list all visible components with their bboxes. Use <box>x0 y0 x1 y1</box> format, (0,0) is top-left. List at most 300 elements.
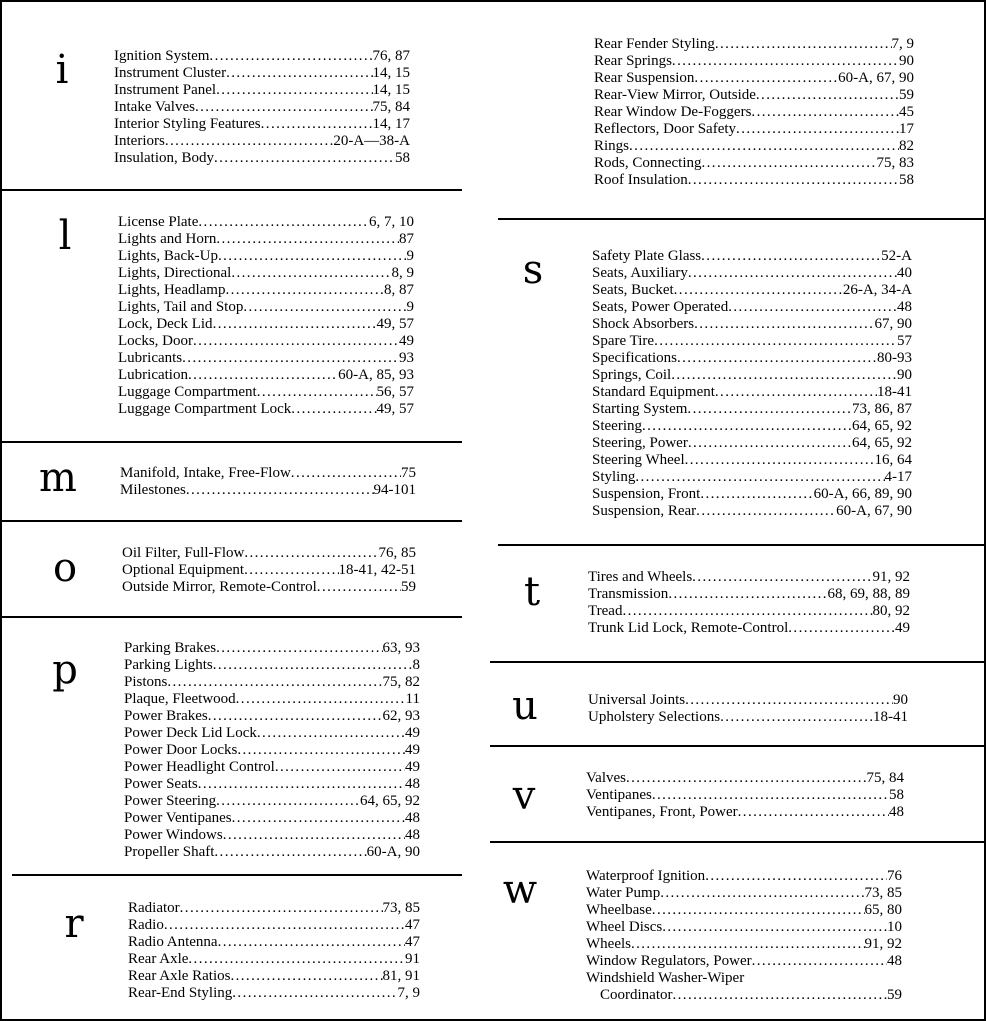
dot-leader <box>652 787 889 804</box>
entry-pages: 80, 92 <box>872 603 910 619</box>
entry-pages: 80-93 <box>877 350 912 366</box>
entry-name: Radiator <box>128 900 180 916</box>
entry-pages: 8, 87 <box>384 282 414 298</box>
index-entry <box>118 333 414 350</box>
index-entry <box>124 793 420 810</box>
section-divider <box>12 874 462 876</box>
index-entry <box>592 350 912 367</box>
dot-leader <box>317 579 401 596</box>
entry-pages: 52-A <box>881 248 912 264</box>
index-entry <box>128 900 420 917</box>
entry-name: Roof Insulation <box>594 172 688 188</box>
entry-pages: 75 <box>401 465 416 481</box>
index-entry <box>124 759 420 776</box>
dot-leader <box>193 333 399 350</box>
entry-pages: 62, 93 <box>382 708 420 724</box>
entry-pages: 81, 91 <box>382 968 420 984</box>
entry-pages: 59 <box>401 579 416 595</box>
index-entry <box>128 917 420 934</box>
entry-pages: 91, 92 <box>864 936 902 952</box>
section-divider <box>490 841 986 843</box>
dot-leader <box>244 545 378 562</box>
index-entry <box>594 104 914 121</box>
index-entry <box>118 265 414 282</box>
dot-leader <box>752 953 887 970</box>
dot-leader <box>687 401 852 418</box>
entry-pages: 16, 64 <box>874 452 912 468</box>
dot-leader <box>232 810 405 827</box>
index-entry <box>124 725 420 742</box>
index-entry <box>124 810 420 827</box>
entry-name: Rods, Connecting <box>594 155 702 171</box>
entry-pages: 60-A, 67, 90 <box>836 503 912 519</box>
index-entry <box>124 691 420 708</box>
index-entry <box>118 299 414 316</box>
entry-name: Instrument Cluster <box>114 65 227 81</box>
index-entry <box>114 150 410 167</box>
entry-name: Rear Window De-Foggers <box>594 104 752 120</box>
index-entry <box>118 401 414 418</box>
entry-pages: 49 <box>895 620 910 636</box>
index-entry <box>594 172 914 189</box>
entry-name: Ignition System <box>114 48 210 64</box>
dot-leader <box>677 350 877 367</box>
entry-name: Luggage Compartment Lock <box>118 401 292 417</box>
entry-name: Parking Lights <box>124 657 213 673</box>
entry-name: Power Seats <box>124 776 198 792</box>
dot-leader <box>186 482 374 499</box>
entry-pages: 60-A, 66, 89, 90 <box>813 486 912 502</box>
entry-pages: 63, 93 <box>382 640 420 656</box>
entry-pages: 75, 83 <box>876 155 914 171</box>
entry-name: Radio Antenna <box>128 934 218 950</box>
index-entry <box>124 640 420 657</box>
entry-pages: 49 <box>405 725 420 741</box>
index-entry <box>588 586 910 603</box>
entry-name: Power Steering <box>124 793 217 809</box>
entry-name: Rings <box>594 138 630 154</box>
entry-pages: 60-A, 85, 93 <box>338 367 414 383</box>
dot-leader <box>214 150 395 167</box>
entry-name: Suspension, Rear <box>592 503 697 519</box>
dot-leader <box>756 87 899 104</box>
entry-pages: 90 <box>893 692 908 708</box>
index-entry <box>588 709 908 726</box>
entry-pages: 76, 87 <box>372 48 410 64</box>
index-entry <box>592 435 912 452</box>
entry-name: Rear Springs <box>594 53 672 69</box>
entry-name: Power Headlight Control <box>124 759 275 775</box>
entry-pages: 40 <box>897 265 912 281</box>
entry-name: Radio <box>128 917 164 933</box>
section-divider <box>2 520 462 522</box>
dot-leader <box>164 917 405 934</box>
entry-pages: 91 <box>405 951 420 967</box>
entries-l <box>118 214 414 418</box>
entry-name: Tires and Wheels <box>588 569 693 585</box>
entry-name: Rear-View Mirror, Outside <box>594 87 756 103</box>
entry-name: Instrument Panel <box>114 82 217 98</box>
index-entry <box>588 692 908 709</box>
dot-leader <box>182 350 399 367</box>
section-letter-v: v <box>512 773 536 819</box>
entry-name: Windshield Washer-Wiper <box>586 970 745 986</box>
entry-pages: 49 <box>405 759 420 775</box>
entry-pages: 14, 17 <box>372 116 410 132</box>
entry-pages: 75, 84 <box>372 99 410 115</box>
entry-name: Intake Valves <box>114 99 195 115</box>
entry-name: Rear Axle Ratios <box>128 968 231 984</box>
entry-name: Interiors <box>114 133 165 149</box>
dot-leader <box>223 827 405 844</box>
entry-pages: 73, 85 <box>382 900 420 916</box>
entries-r <box>128 900 420 1002</box>
dot-leader <box>715 36 892 53</box>
dot-leader <box>180 900 383 917</box>
entry-name: Specifications <box>592 350 677 366</box>
entry-name: Tread <box>588 603 623 619</box>
dot-leader <box>696 503 836 520</box>
dot-leader <box>685 452 875 469</box>
entry-name: Coordinator <box>600 987 673 1003</box>
dot-leader <box>261 116 373 133</box>
index-entry <box>128 934 420 951</box>
entry-pages: 4-17 <box>884 469 912 485</box>
entry-pages: 90 <box>899 53 914 69</box>
dot-leader <box>198 776 405 793</box>
entry-name: Lights, Back-Up <box>118 248 218 264</box>
entry-pages: 47 <box>405 917 420 933</box>
entry-pages: 57 <box>897 333 912 349</box>
dot-leader <box>642 418 852 435</box>
dot-leader <box>230 968 382 985</box>
index-entry <box>586 902 902 919</box>
dot-leader <box>244 562 338 579</box>
entry-name: Power Windows <box>124 827 223 843</box>
index-entry <box>128 985 420 1002</box>
entry-name: Rear Axle <box>128 951 189 967</box>
entry-pages: 75, 82 <box>382 674 420 690</box>
index-entry <box>118 214 414 231</box>
index-entry <box>592 248 912 265</box>
dot-leader <box>736 121 899 138</box>
dot-leader <box>728 299 897 316</box>
entry-pages: 8 <box>412 657 420 673</box>
entry-pages: 9 <box>406 248 414 264</box>
index-entry <box>586 936 902 953</box>
dot-leader <box>652 902 865 919</box>
index-entry <box>586 770 904 787</box>
dot-leader <box>216 793 360 810</box>
dot-leader <box>291 465 401 482</box>
dot-leader <box>622 603 872 620</box>
entry-pages: 87 <box>399 231 414 247</box>
entry-name: Seats, Power Operated <box>592 299 729 315</box>
dot-leader <box>631 936 865 953</box>
index-entry <box>588 569 910 586</box>
entry-pages: 90 <box>897 367 912 383</box>
dot-leader <box>188 367 338 384</box>
entry-pages: 93 <box>399 350 414 366</box>
dot-leader <box>198 214 369 231</box>
index-entry <box>124 844 420 861</box>
section-letter-m: m <box>39 455 77 501</box>
entry-name: Wheelbase <box>586 902 652 918</box>
index-entry <box>594 70 914 87</box>
entry-name: Lock, Deck Lid <box>118 316 213 332</box>
section-letter-o: o <box>52 545 78 591</box>
index-entry <box>592 299 912 316</box>
entry-pages: 26-A, 34-A <box>842 282 912 298</box>
dot-leader <box>751 104 899 121</box>
entry-name: Lights, Tail and Stop <box>118 299 244 315</box>
entry-pages: 48 <box>405 810 420 826</box>
entries-r-continued <box>594 36 914 189</box>
dot-leader <box>662 919 887 936</box>
index-entry <box>586 804 904 821</box>
index-entry <box>592 418 912 435</box>
entry-name: Plaque, Fleetwood <box>124 691 236 707</box>
entry-name: Ventipanes <box>586 787 652 803</box>
entry-pages: 17 <box>899 121 914 137</box>
section-divider <box>2 441 462 443</box>
dot-leader <box>188 951 405 968</box>
section-divider <box>490 745 986 747</box>
index-entry <box>114 82 410 99</box>
entry-name: Locks, Door <box>118 333 193 349</box>
entry-name: Wheel Discs <box>586 919 663 935</box>
entry-name: Valves <box>586 770 626 786</box>
entry-name: Luggage Compartment <box>118 384 257 400</box>
dot-leader <box>275 759 405 776</box>
entry-name: Transmission <box>588 586 669 602</box>
entry-pages: 18-41 <box>873 709 908 725</box>
entry-name: Wheels <box>586 936 631 952</box>
entry-name: Lubrication <box>118 367 188 383</box>
entry-name: Propeller Shaft <box>124 844 215 860</box>
entry-pages: 11 <box>405 691 420 707</box>
index-entry <box>592 265 912 282</box>
dot-leader <box>688 172 899 189</box>
index-entry <box>586 987 902 1004</box>
index-entry <box>592 316 912 333</box>
entry-pages: 48 <box>405 827 420 843</box>
section-divider <box>490 661 986 663</box>
dot-leader <box>700 486 813 503</box>
section-divider <box>2 616 462 618</box>
index-entry <box>592 333 912 350</box>
index-entry <box>592 384 912 401</box>
entry-name: Outside Mirror, Remote-Control <box>122 579 317 595</box>
entry-pages: 64, 65, 92 <box>360 793 420 809</box>
index-entry <box>594 155 914 172</box>
index-entry <box>122 562 416 579</box>
index-entry <box>588 620 910 637</box>
entry-name: Reflectors, Door Safety <box>594 121 737 137</box>
index-entry <box>120 465 416 482</box>
dot-leader <box>213 657 413 674</box>
index-entry <box>592 401 912 418</box>
index-entry <box>592 367 912 384</box>
index-entry <box>118 367 414 384</box>
entry-name: Manifold, Intake, Free-Flow <box>120 465 291 481</box>
entry-name: Starting System <box>592 401 688 417</box>
index-entry <box>124 657 420 674</box>
entries-i <box>114 48 410 167</box>
dot-leader <box>225 282 384 299</box>
entry-pages: 14, 15 <box>372 65 410 81</box>
entry-pages: 73, 86, 87 <box>852 401 912 417</box>
index-entry <box>586 787 904 804</box>
section-letter-u: u <box>512 683 538 729</box>
entry-pages: 59 <box>887 987 902 1003</box>
index-entry <box>594 53 914 70</box>
entry-name: Parking Brakes <box>124 640 217 656</box>
entry-pages: 49, 57 <box>376 401 414 417</box>
index-entry <box>586 868 902 885</box>
index-entry <box>118 384 414 401</box>
entry-pages: 82 <box>899 138 914 154</box>
index-entry <box>586 970 902 987</box>
entry-pages: 10 <box>887 919 902 935</box>
entry-pages: 59 <box>899 87 914 103</box>
index-entry <box>586 953 902 970</box>
dot-leader <box>671 367 897 384</box>
entry-name: Insulation, Body <box>114 150 214 166</box>
entries-w <box>586 868 902 1004</box>
dot-leader <box>660 885 864 902</box>
dot-leader <box>291 401 376 418</box>
dot-leader <box>672 53 899 70</box>
entry-name: License Plate <box>118 214 199 230</box>
entry-pages: 94-101 <box>373 482 416 498</box>
entries-p <box>124 640 420 861</box>
dot-leader <box>257 725 405 742</box>
section-divider <box>2 189 462 191</box>
entry-name: Steering Wheel <box>592 452 685 468</box>
entry-pages: 49 <box>399 333 414 349</box>
dot-leader <box>629 138 899 155</box>
section-letter-w: w <box>502 867 538 913</box>
entry-name: Safety Plate Glass <box>592 248 702 264</box>
entry-pages: 7, 9 <box>891 36 914 52</box>
dot-leader <box>226 65 372 82</box>
entry-name: Rear Suspension <box>594 70 695 86</box>
index-entry <box>592 486 912 503</box>
dot-leader <box>209 48 372 65</box>
entry-name: Optional Equipment <box>122 562 245 578</box>
section-letter-i: i <box>55 47 69 93</box>
dot-leader <box>165 133 334 150</box>
dot-leader <box>167 674 382 691</box>
section-letter-s: s <box>522 247 544 293</box>
entry-pages: 60-A, 67, 90 <box>838 70 914 86</box>
index-entry <box>120 482 416 499</box>
section-letter-p: p <box>52 647 78 693</box>
entries-t <box>588 569 910 637</box>
entry-pages: 18-41, 42-51 <box>338 562 416 578</box>
dot-leader <box>692 569 872 586</box>
entry-name: Standard Equipment <box>592 384 715 400</box>
section-divider <box>498 218 986 220</box>
entry-name: Pistons <box>124 674 168 690</box>
index-entry <box>588 603 910 620</box>
entry-name: Interior Styling Features <box>114 116 261 132</box>
section-letter-r: r <box>64 901 84 947</box>
dot-leader <box>231 265 391 282</box>
entry-name: Lights, Directional <box>118 265 232 281</box>
dot-leader <box>218 934 405 951</box>
dot-leader <box>236 691 406 708</box>
entry-name: Seats, Auxiliary <box>592 265 688 281</box>
entry-name: Lights and Horn <box>118 231 217 247</box>
dot-leader <box>216 640 382 657</box>
entry-pages: 48 <box>405 776 420 792</box>
entry-pages: 67, 90 <box>874 316 912 332</box>
dot-leader <box>688 435 852 452</box>
entry-pages: 18-41 <box>877 384 912 400</box>
entry-pages: 64, 65, 92 <box>852 418 912 434</box>
entry-pages: 7, 9 <box>397 985 420 1001</box>
index-entry <box>114 65 410 82</box>
dot-leader <box>674 282 843 299</box>
dot-leader <box>626 770 867 787</box>
index-entry <box>594 36 914 53</box>
entry-name: Steering <box>592 418 642 434</box>
index-entry <box>592 452 912 469</box>
entry-name: Lights, Headlamp <box>118 282 226 298</box>
index-entry <box>114 133 410 150</box>
dot-leader <box>694 70 838 87</box>
dot-leader <box>216 231 399 248</box>
dot-leader <box>218 248 407 265</box>
index-entry <box>114 99 410 116</box>
index-entry <box>118 350 414 367</box>
dot-leader <box>701 248 881 265</box>
entry-name: Styling <box>592 469 636 485</box>
entry-name: Universal Joints <box>588 692 686 708</box>
section-letter-t: t <box>523 569 541 615</box>
entry-pages: 58 <box>889 787 904 803</box>
index-entry <box>124 827 420 844</box>
entry-pages: 6, 7, 10 <box>369 214 414 230</box>
index-entry <box>124 708 420 725</box>
section-divider <box>498 544 986 546</box>
dot-leader <box>788 620 895 637</box>
index-entry <box>594 121 914 138</box>
index-entry <box>118 231 414 248</box>
dot-leader <box>654 333 897 350</box>
dot-leader <box>237 742 405 759</box>
entry-pages: 73, 85 <box>864 885 902 901</box>
index-entry <box>122 579 416 596</box>
index-entry <box>128 951 420 968</box>
dot-leader <box>243 299 406 316</box>
entry-pages: 9 <box>406 299 414 315</box>
entry-name: Spare Tire <box>592 333 655 349</box>
index-entry <box>118 248 414 265</box>
index-entry <box>594 87 914 104</box>
entry-name: Oil Filter, Full-Flow <box>122 545 245 561</box>
entry-pages: 14, 15 <box>372 82 410 98</box>
entry-pages: 60-A, 90 <box>366 844 420 860</box>
entry-name: Shock Absorbers <box>592 316 695 332</box>
dot-leader <box>216 82 372 99</box>
entry-pages: 58 <box>395 150 410 166</box>
entry-name: Milestones <box>120 482 186 498</box>
entries-o <box>122 545 416 596</box>
index-entry <box>118 316 414 333</box>
